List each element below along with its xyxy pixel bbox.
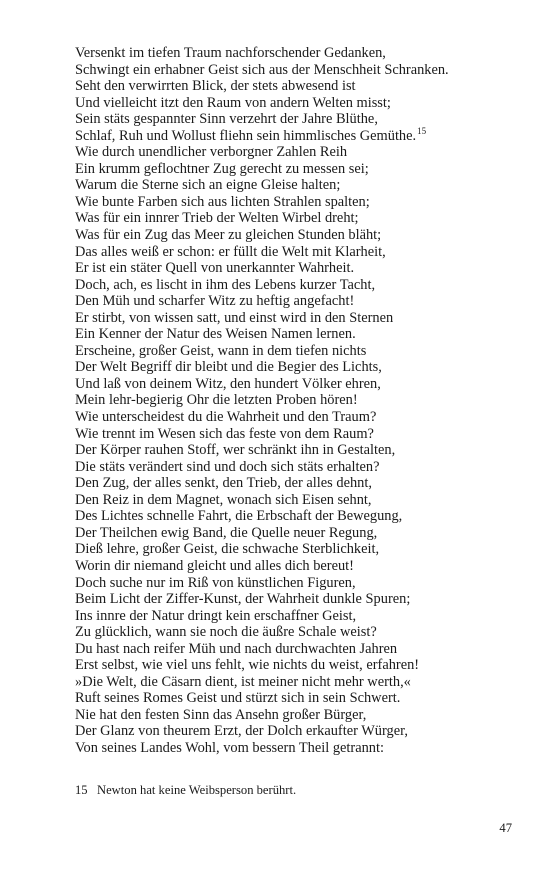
poem-line: Die stäts verändert sind und doch sich stäts erhalten?: [75, 458, 380, 475]
poem-line: Seht den verwirrten Blick, der stets abwesend ist: [75, 78, 356, 95]
poem-line: Versenkt im tiefen Traum nachforschender Gedanken,: [75, 45, 386, 61]
poem-line: Schwingt ein erhabner Geist sich aus der Menschheit Schranken.: [75, 61, 449, 78]
poem-line: Des Lichtes schnelle Fahrt, die Erbschaft der Bewegung,: [75, 508, 403, 525]
poem-line: Doch, ach, es lischt in ihm des Lebens kurzer Tacht,: [75, 276, 376, 293]
poem-line: Zu glücklich, wann sie noch die äußre Schale weist?: [75, 624, 377, 641]
page-number: 47: [499, 821, 512, 835]
poem-line: Nie hat den festen Sinn das Ansehn großer Bürger,: [75, 706, 367, 723]
poem-line: Mein lehr-begierig Ohr die letzten Proben hören!: [75, 392, 358, 409]
poem-line: Ins innre der Natur dringt kein erschaffner Geist,: [75, 607, 357, 624]
poem-line: Den Reiz in dem Magnet, wonach sich Eisen sehnt,: [75, 491, 372, 508]
poem-line: Wie durch unendlicher verborgner Zahlen Reih: [75, 144, 348, 161]
poem-line: Sein stäts gespannter Sinn verzehrt der Jahre Blüthe,: [75, 111, 378, 128]
footnote-text: Newton hat keine Weibsperson berührt.: [97, 783, 297, 797]
poem-line: Erscheine, großer Geist, wann in dem tiefen nichts: [75, 342, 367, 359]
poem-line: Was für ein innrer Trieb der Welten Wirbel dreht;: [75, 210, 359, 227]
poem-line: Beim Licht der Ziffer-Kunst, der Wahrheit dunkle Spuren;: [75, 591, 411, 608]
poem-line: Wie trennt im Wesen sich das feste von dem Raum?: [75, 425, 374, 442]
footnote: [75, 783, 296, 798]
poem-line: Erst selbst, wie viel uns fehlt, wie nichts du weist, erfahren!: [75, 657, 420, 674]
poem-line: Du hast nach reifer Müh und nach durchwachten Jahren: [75, 640, 398, 657]
poem-line: Worin dir niemand gleicht und alles dich bereut!: [75, 557, 354, 574]
poem-line: »Die Welt, die Cäsarn dient, ist meiner nicht mehr werth,«: [75, 673, 411, 690]
poem-line: Und vielleicht itzt den Raum von andern Welten misst;: [75, 94, 391, 111]
footnote-number: 15: [75, 783, 88, 797]
poem-line: Er stirbt, von wissen satt, und einst wird in den Sternen: [75, 309, 394, 326]
poem-line: Was für ein Zug das Meer zu gleichen Stunden bläht;: [75, 227, 382, 244]
poem-line-with-footnote: [75, 125, 515, 145]
poem-line: Ruft seines Romes Geist und stürzt sich in sein Schwert.: [75, 690, 401, 707]
poem-line: Der Glanz von theurem Erzt, der Dolch erkaufter Würger,: [75, 723, 408, 740]
poem-line: Wie unterscheidest du die Wahrheit und den Traum?: [75, 409, 377, 426]
poem-line: Dieß lehre, großer Geist, die schwache Sterblichkeit,: [75, 541, 380, 558]
poem-text: [75, 45, 515, 757]
poem-line: Den Müh und scharfer Witz zu heftig angefacht!: [75, 293, 355, 310]
poem-line: Von seines Landes Wohl, vom bessern Theil getrannt:: [75, 739, 384, 756]
poem-line: Warum die Sterne sich an eigne Gleise halten;: [75, 177, 341, 194]
poem-line: Der Welt Begriff dir bleibt und die Begier des Lichts,: [75, 359, 382, 376]
poem-line: Er ist ein stäter Quell von unerkannter Wahrheit.: [75, 260, 355, 277]
poem-line-text: Schlaf, Ruh und Wollust fliehn sein himmlisches Gemüthe.: [75, 127, 417, 144]
poem-line: Den Zug, der alles senkt, den Trieb, der alles dehnt,: [75, 475, 372, 492]
poem-line: Und laß von deinem Witz, den hundert Völker ehren,: [75, 375, 381, 392]
poem-line: Ein Kenner der Natur des Weisen Namen lernen.: [75, 326, 356, 343]
poem-line: Der Körper rauhen Stoff, wer schränkt ihn in Gestalten,: [75, 442, 396, 459]
footnote-marker: 15: [417, 125, 427, 136]
poem-line: Ein krumm geflochtner Zug gerecht zu messen sei;: [75, 160, 369, 177]
poem-line: Der Theilchen ewig Band, die Quelle neuer Regung,: [75, 524, 378, 541]
poem-line: Doch suche nur im Riß von künstlichen Figuren,: [75, 574, 356, 591]
poem-line: Wie bunte Farben sich aus lichten Strahlen spalten;: [75, 193, 370, 210]
poem-line: Das alles weiß er schon: er füllt die Welt mit Klarheit,: [75, 243, 386, 260]
